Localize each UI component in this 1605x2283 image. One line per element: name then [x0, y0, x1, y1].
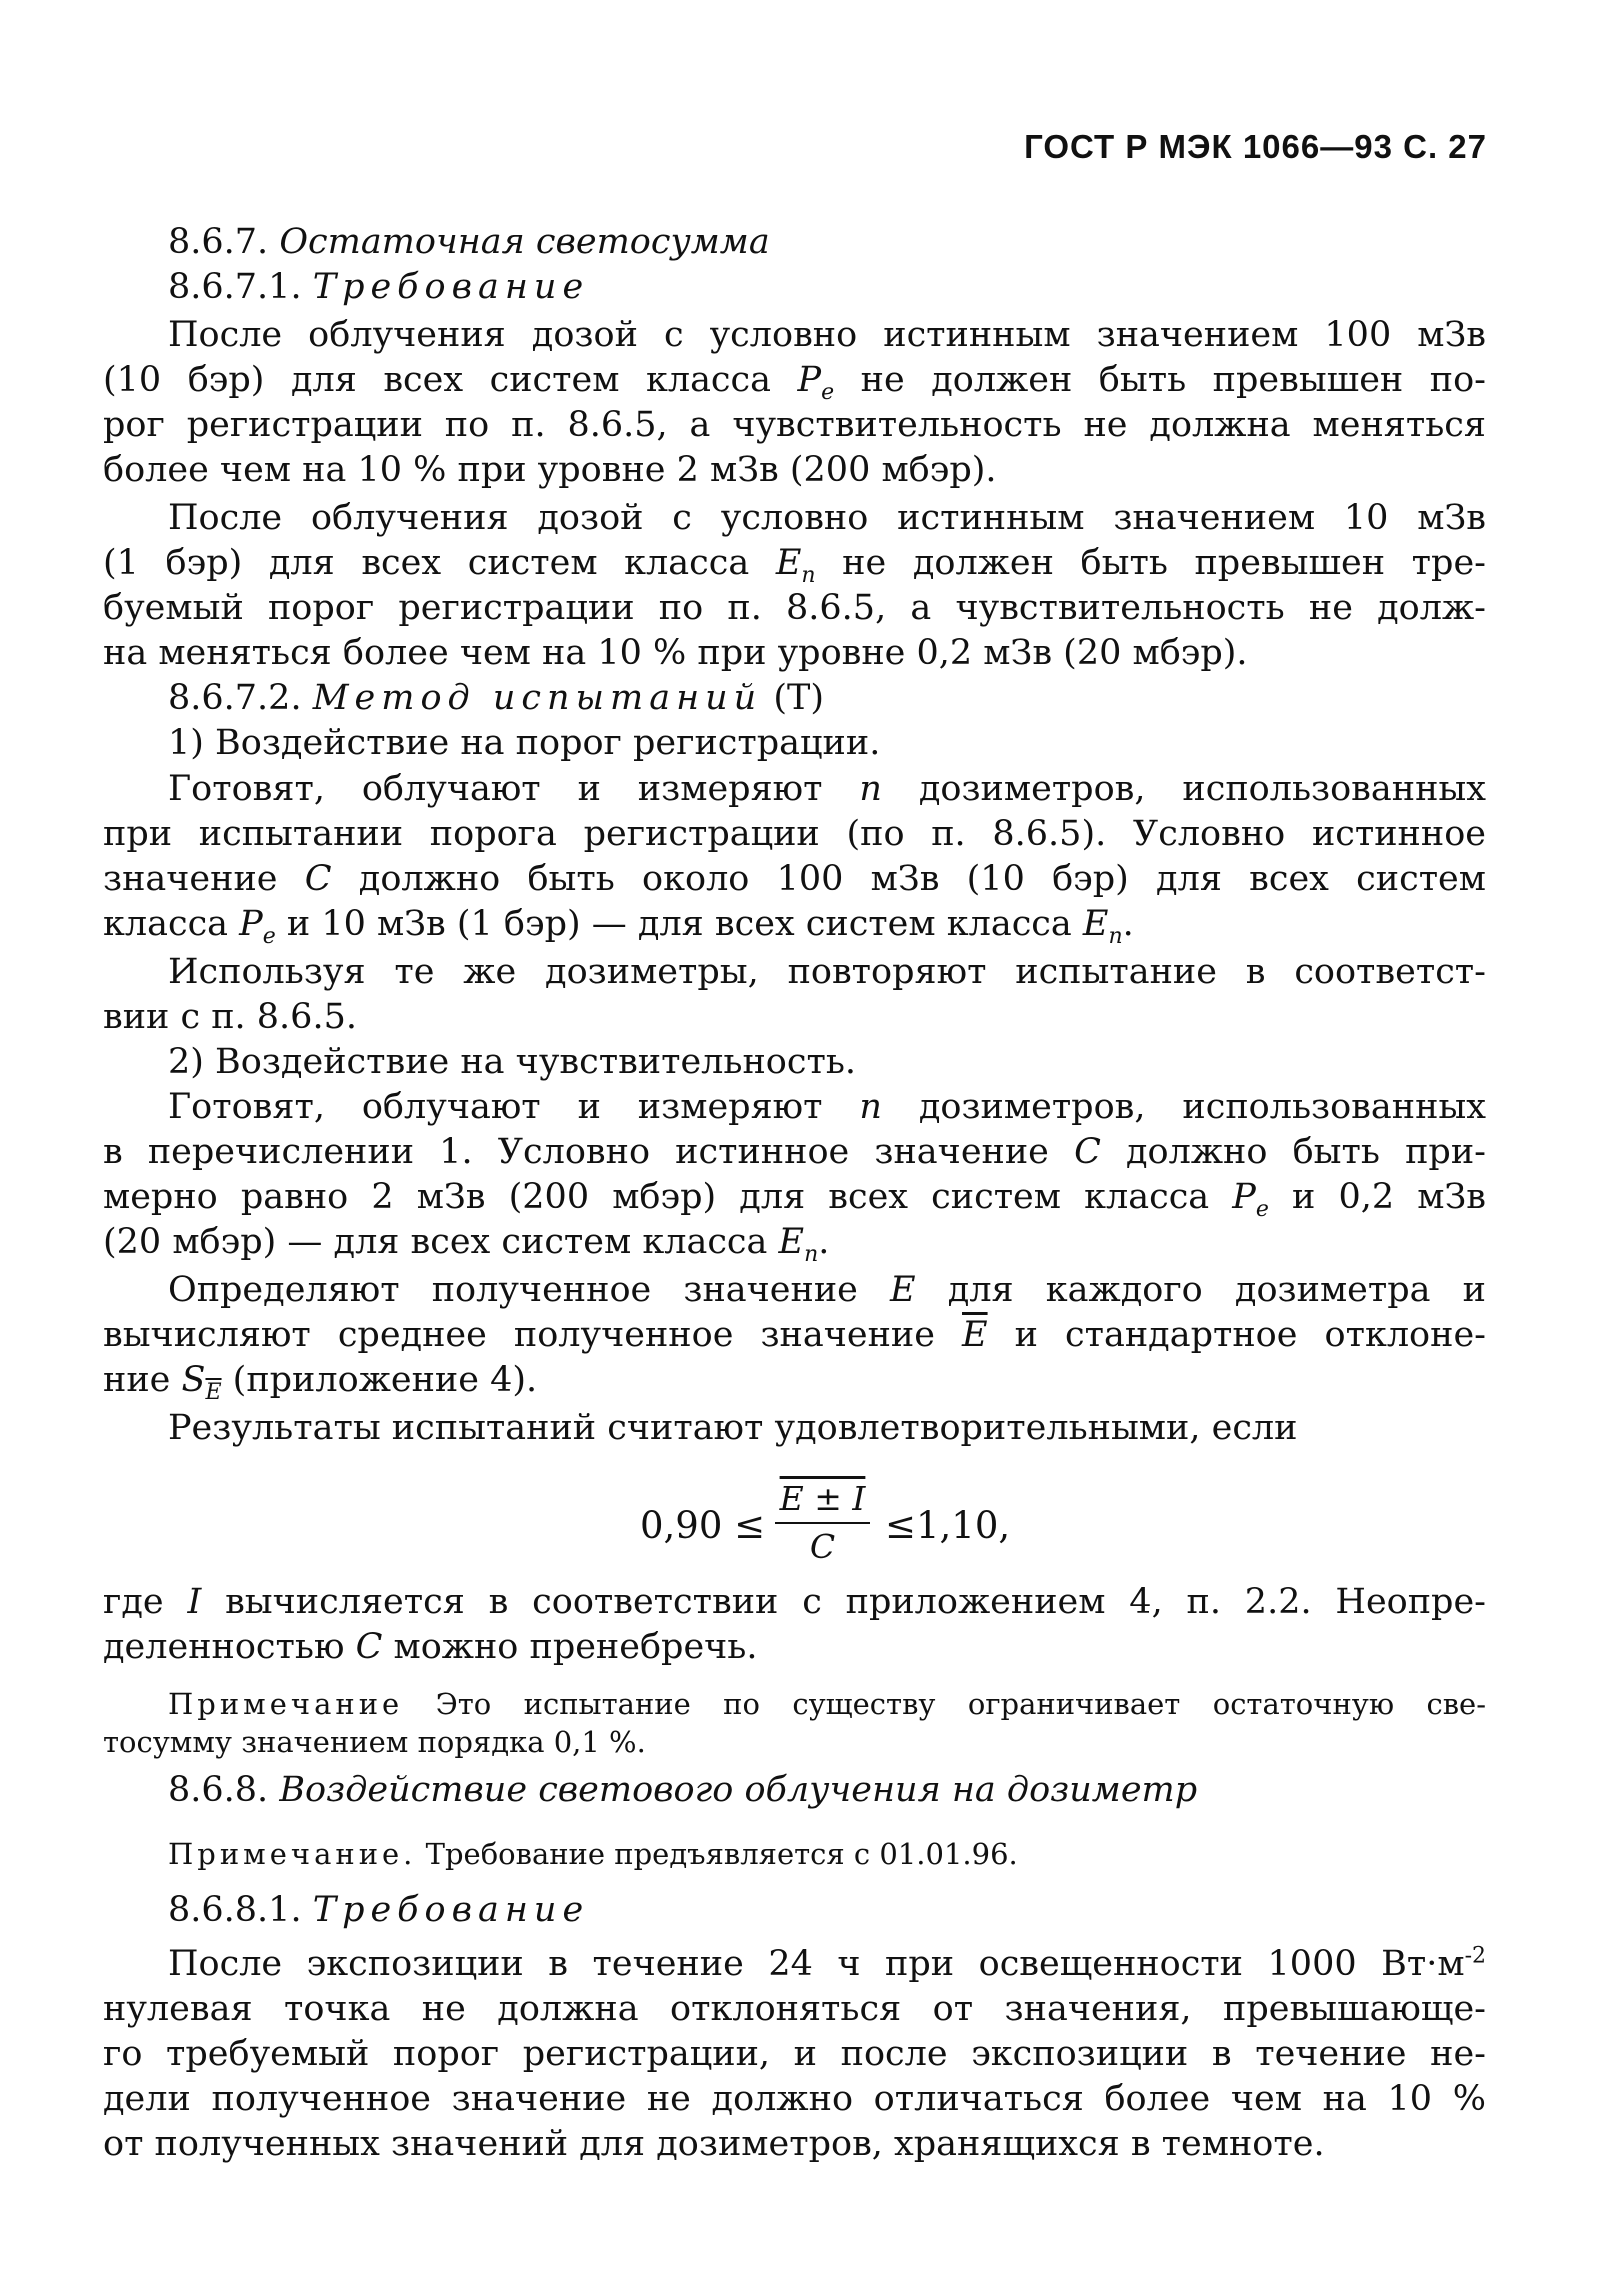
paragraph-line: более чем на 10 % при уровне 2 мЗв (200 мбэр).	[103, 450, 997, 490]
formula-fraction	[775, 1478, 870, 1568]
paragraph-line: Используя те же дозиметры, повторяют испытание в соответст-	[168, 952, 1486, 992]
paragraph-line: где I вычисляется в соответствии с приложением 4, п. 2.2. Неопре-	[103, 1582, 1486, 1622]
paragraph-line: вычисляют среднее полученное значение $\overline{E}$ и стандартное отклоне-	[103, 1315, 1486, 1355]
section-heading-8-6-8: 8.6.8. Воздействие светового облучения на дозиметр	[168, 1770, 1198, 1810]
formula-left: 0,90 ≤	[640, 1504, 766, 1547]
fraction-bar	[775, 1522, 870, 1524]
paragraph-line: (20 мбэр) — для всех систем класса $E_n$.	[103, 1222, 830, 1267]
paragraph-line: в перечислении 1. Условно истинное значение C должно быть при-	[103, 1132, 1486, 1172]
section-heading-8-6-7-1: 8.6.7.1. Требование	[168, 267, 590, 307]
paragraph-line: деленностью C можно пренебречь.	[103, 1627, 758, 1667]
paragraph-line: Готовят, облучают и измеряют n дозиметров, использованных	[168, 769, 1486, 809]
paragraph-line: ние $S_{\overline{E}}$ (приложение 4).	[103, 1360, 538, 1405]
paragraph-line: После облучения дозой с условно истинным значением 100 мЗв	[168, 315, 1486, 355]
formula-numerator: E ± I	[779, 1479, 866, 1518]
paragraph-line: нулевая точка не должна отклоняться от значения, превышающе-	[103, 1989, 1486, 2029]
paragraph-line: (10 бэр) для всех систем класса $P_e$ не должен быть превышен по-	[103, 360, 1486, 405]
section-heading-8-6-7-2: 8.6.7.2. Метод испытаний (Т)	[168, 678, 825, 718]
paragraph-line: мерно равно 2 мЗв (200 мбэр) для всех систем класса $P_e$ и 0,2 мЗв	[103, 1177, 1486, 1222]
paragraph-line: рог регистрации по п. 8.6.5, а чувствительность не должна меняться	[103, 405, 1486, 445]
paragraph-line: дели полученное значение не должно отличаться более чем на 10 %	[103, 2079, 1486, 2119]
formula-right: ≤1,10,	[885, 1504, 1011, 1547]
paragraph-line: После экспозиции в течение 24 ч при освещенности 1000 $Вт\cdot м^{-2}$	[168, 1943, 1486, 1984]
page-header: ГОСТ Р МЭК 1066—93 С. 27	[1024, 128, 1487, 165]
paragraph-line: го требуемый порог регистрации, и после экспозиции в течение не-	[103, 2034, 1486, 2074]
note: Примечание. Требование предъявляется с 01.01.96.	[168, 1837, 1018, 1871]
note-line: тосумму значением порядка 0,1 %.	[103, 1725, 646, 1759]
paragraph-line: Определяют полученное значение E для каждого дозиметра и	[168, 1270, 1486, 1310]
paragraph-line: Готовят, облучают и измеряют n дозиметров, использованных	[168, 1087, 1486, 1127]
paragraph-line: После облучения дозой с условно истинным значением 10 мЗв	[168, 498, 1486, 538]
paragraph-line: при испытании порога регистрации (по п. 8.6.5). Условно истинное	[103, 814, 1486, 854]
paragraph-line: от полученных значений для дозиметров, хранящихся в темноте.	[103, 2124, 1325, 2164]
paragraph-line: вии с п. 8.6.5.	[103, 997, 357, 1037]
list-item-2: 2) Воздействие на чувствительность.	[168, 1042, 857, 1082]
paragraph-line: значение C должно быть около 100 мЗв (10 бэр) для всех систем	[103, 859, 1486, 899]
section-heading-8-6-7: 8.6.7. Остаточная светосумма	[168, 222, 770, 262]
note: Примечание Это испытание по существу ограничивает остаточную све-	[168, 1687, 1486, 1721]
paragraph-line: на меняться более чем на 10 % при уровне 0,2 мЗв (20 мбэр).	[103, 633, 1248, 673]
paragraph-line: Результаты испытаний считают удовлетворительными, если	[168, 1408, 1298, 1448]
formula-denominator: C	[809, 1527, 836, 1566]
paragraph-line: буемый порог регистрации по п. 8.6.5, а чувствительность не долж-	[103, 588, 1486, 628]
paragraph-line: класса $P_e$ и 10 мЗв (1 бэр) — для всех систем класса $E_n$.	[103, 904, 1134, 949]
section-heading-8-6-8-1: 8.6.8.1. Требование	[168, 1890, 590, 1930]
paragraph-line: (1 бэр) для всех систем класса $E_n$ не должен быть превышен тре-	[103, 543, 1486, 588]
list-item-1: 1) Воздействие на порог регистрации.	[168, 723, 881, 763]
